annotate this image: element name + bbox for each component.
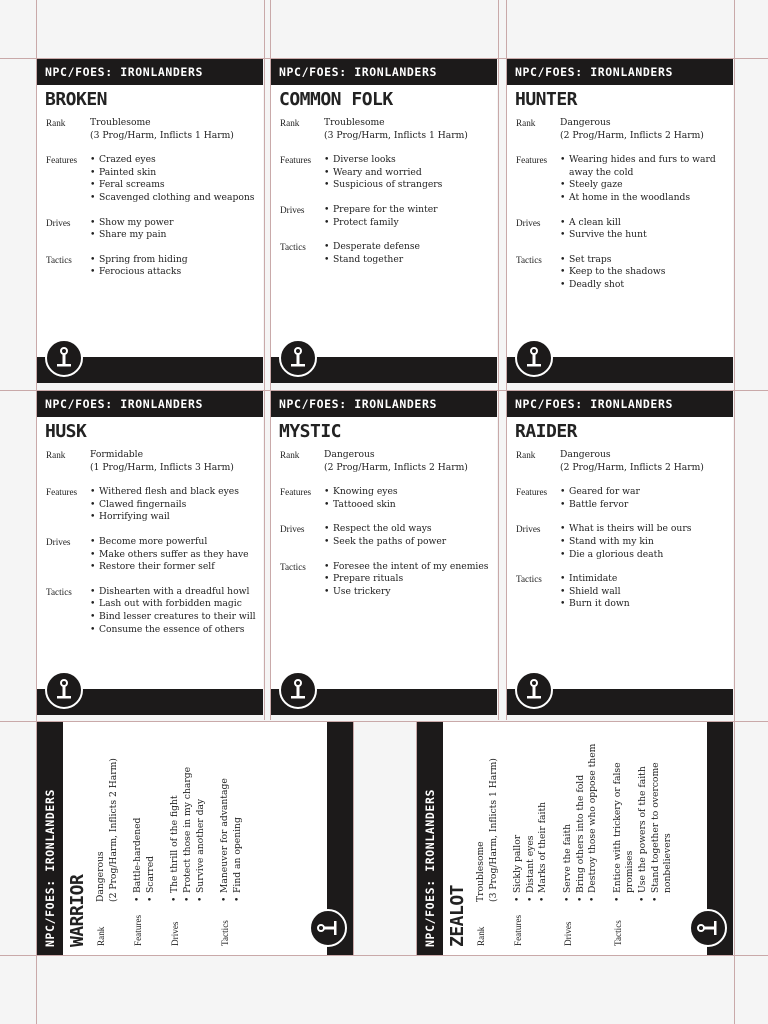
rank-detail: (3 Prog/Harm, Inflicts 1 Harm) [324, 129, 468, 141]
rank-label: Rank [280, 118, 300, 128]
card-body [46, 117, 257, 291]
card-body [95, 728, 256, 946]
npc-card-broken [37, 59, 263, 383]
rank-row [516, 449, 727, 474]
card-category-band: NPC/FOES: IRONLANDERS [37, 391, 263, 417]
drives-row [516, 523, 727, 561]
rank-label: Rank [96, 926, 106, 946]
tactics-label: Tactics [46, 586, 72, 597]
list-item: • Horrifying wail [90, 511, 257, 524]
list-item: • Become more powerful [90, 536, 257, 549]
list-item: • Distant eyes [525, 728, 538, 902]
features-label: Features [516, 155, 548, 166]
tactics-row [516, 573, 727, 611]
card-title: WARRIOR [67, 874, 88, 947]
card-title: MYSTIC [279, 421, 342, 442]
rank-label: Rank [280, 450, 300, 460]
list-item: • Seek the paths of power [324, 536, 491, 549]
list-item: • Weary and worried [324, 167, 491, 180]
list-item: • Steely gaze [560, 179, 727, 192]
list-item: • At home in the woodlands [560, 192, 727, 205]
features-label: Features [280, 155, 312, 166]
features-row [132, 728, 157, 946]
cut-line [734, 0, 735, 1024]
cut-line [353, 722, 354, 955]
npc-card-raider [507, 391, 733, 715]
rank-label: Rank [476, 926, 486, 946]
list-item: • Survive another day [195, 728, 208, 902]
rank-row [280, 449, 491, 474]
tactics-label: Tactics [516, 574, 542, 585]
list-item: • Keep to the shadows [560, 266, 727, 279]
list-item: • Scavenged clothing and weapons [90, 192, 257, 205]
features-label: Features [46, 155, 78, 166]
list-item: • Die a glorious death [560, 549, 727, 562]
tactics-row [280, 561, 491, 599]
list-item: • Painted skin [90, 167, 257, 180]
list-item: • Desperate defense [324, 241, 491, 254]
card-title: RAIDER [515, 421, 578, 442]
list-item: • Deadly shot [560, 279, 727, 292]
drives-row [46, 217, 257, 242]
list-item: • Sickly pallor [512, 728, 525, 902]
sword-emblem-icon [279, 339, 317, 377]
drives-row [562, 728, 600, 946]
card-category-band: NPC/FOES: IRONLANDERS [417, 722, 443, 955]
tactics-label: Tactics [280, 561, 306, 572]
card-title: HUSK [45, 421, 87, 442]
rank-label: Rank [46, 118, 66, 128]
list-item: • Stand with my kin [560, 536, 727, 549]
list-item: • Protect family [324, 217, 491, 230]
npc-card-common-folk [271, 59, 497, 383]
tactics-label: Tactics [46, 254, 72, 265]
list-item: • Entice with trickery or false promises [612, 728, 637, 902]
card-category-band: NPC/FOES: IRONLANDERS [507, 391, 733, 417]
list-item: • Use trickery [324, 586, 491, 599]
tactics-row [280, 241, 491, 266]
list-item: • Feral screams [90, 179, 257, 192]
list-item: • Serve the faith [562, 728, 575, 902]
tactics-row [46, 586, 257, 636]
features-label: Features [133, 914, 144, 946]
list-item: • Destroy those who oppose them [587, 728, 600, 902]
tactics-label: Tactics [612, 920, 623, 946]
drives-label: Drives [280, 524, 305, 535]
features-row [280, 486, 491, 511]
list-item: • Stand together to overcome nonbelievers [650, 728, 675, 902]
drives-label: Drives [516, 524, 541, 535]
list-item: • Protect those in my charge [182, 728, 195, 902]
tactics-row [46, 254, 257, 279]
list-item: • Marks of their faith [537, 728, 550, 902]
list-item: • Battle fervor [560, 499, 727, 512]
rank-value: Dangerous [560, 449, 611, 460]
rank-detail: (3 Prog/Harm, Inflicts 1 Harm) [487, 758, 499, 902]
tactics-label: Tactics [280, 242, 306, 253]
npc-card-zealot [417, 722, 733, 955]
list-item: • Restore their former self [90, 561, 257, 574]
list-item: • Knowing eyes [324, 486, 491, 499]
list-item: • Bring others into the fold [575, 728, 588, 902]
drives-row [46, 536, 257, 574]
card-category-band: NPC/FOES: IRONLANDERS [507, 59, 733, 85]
rank-value: Dangerous [95, 851, 106, 902]
list-item: • Maneuver for advantage [219, 728, 232, 902]
list-item: • The thrill of the fight [169, 728, 182, 902]
features-label: Features [516, 487, 548, 498]
card-category-band: NPC/FOES: IRONLANDERS [37, 722, 63, 955]
list-item: • Geared for war [560, 486, 727, 499]
card-category-band: NPC/FOES: IRONLANDERS [37, 59, 263, 85]
drives-row [516, 217, 727, 242]
drives-label: Drives [562, 921, 573, 946]
rank-value: Formidable [90, 449, 144, 460]
drives-label: Drives [170, 921, 181, 946]
features-row [516, 486, 727, 511]
features-row [516, 154, 727, 204]
card-title: COMMON FOLK [279, 89, 393, 110]
rank-detail: (2 Prog/Harm, Inflicts 2 Harm) [324, 461, 468, 473]
list-item: • Withered flesh and black eyes [90, 486, 257, 499]
cut-line [264, 0, 265, 720]
card-category-band: NPC/FOES: IRONLANDERS [271, 59, 497, 85]
card-body [516, 117, 727, 304]
list-item: • Dishearten with a dreadful howl [90, 586, 257, 599]
card-title: HUNTER [515, 89, 578, 110]
list-item: • Suspicious of strangers [324, 179, 491, 192]
list-item: • Respect the old ways [324, 523, 491, 536]
rank-detail: (2 Prog/Harm, Inflicts 2 Harm) [107, 758, 119, 902]
drives-label: Drives [280, 204, 305, 215]
drives-row [280, 204, 491, 229]
rank-detail: (2 Prog/Harm, Inflicts 2 Harm) [560, 461, 704, 473]
list-item: • Prepare for the winter [324, 204, 491, 217]
sword-emblem-icon [515, 339, 553, 377]
list-item: • Diverse looks [324, 154, 491, 167]
rank-row [475, 728, 500, 946]
list-item: • Consume the essence of others [90, 624, 257, 637]
npc-card-husk [37, 391, 263, 715]
drives-label: Drives [516, 217, 541, 228]
card-body [280, 117, 491, 278]
list-item: • Stand together [324, 254, 491, 267]
list-item: • Intimidate [560, 573, 727, 586]
list-item: • Share my pain [90, 229, 257, 242]
rank-value: Troublesome [324, 117, 385, 128]
list-item: • Set traps [560, 254, 727, 267]
drives-row [169, 728, 207, 946]
list-item: • Shield wall [560, 586, 727, 599]
list-item: • Clawed fingernails [90, 499, 257, 512]
list-item: • Spring from hiding [90, 254, 257, 267]
list-item: • Prepare rituals [324, 573, 491, 586]
rank-row [46, 117, 257, 142]
drives-row [280, 523, 491, 548]
rank-row [46, 449, 257, 474]
cut-line [0, 955, 768, 956]
features-row [512, 728, 550, 946]
npc-card-warrior [37, 722, 353, 955]
sword-emblem-icon [279, 671, 317, 709]
rank-value: Dangerous [560, 117, 611, 128]
tactics-label: Tactics [516, 254, 542, 265]
list-item: • Lash out with forbidden magic [90, 598, 257, 611]
list-item: • Make others suffer as they have [90, 549, 257, 562]
list-item: • Bind lesser creatures to their will [90, 611, 257, 624]
sword-emblem-icon [45, 671, 83, 709]
sword-emblem-icon [309, 909, 347, 947]
rank-label: Rank [516, 450, 536, 460]
list-item: • Wearing hides and furs to ward away the cold [560, 154, 727, 179]
list-item: • Crazed eyes [90, 154, 257, 167]
card-body [280, 449, 491, 610]
sword-emblem-icon [45, 339, 83, 377]
drives-label: Drives [46, 217, 71, 228]
list-item: • Use the powers of the faith [637, 728, 650, 902]
rank-value: Troublesome [475, 841, 486, 902]
rank-label: Rank [516, 118, 536, 128]
list-item: • Scarred [145, 728, 158, 902]
features-row [46, 154, 257, 204]
rank-detail: (3 Prog/Harm, Inflicts 1 Harm) [90, 129, 234, 141]
tactics-row [516, 254, 727, 292]
tactics-row [219, 728, 244, 946]
rank-row [95, 728, 120, 946]
card-body [46, 449, 257, 648]
rank-label: Rank [46, 450, 66, 460]
rank-row [516, 117, 727, 142]
features-label: Features [280, 487, 312, 498]
features-label: Features [46, 487, 78, 498]
list-item: • A clean kill [560, 217, 727, 230]
features-label: Features [513, 914, 524, 946]
features-row [280, 154, 491, 192]
card-body [516, 449, 727, 623]
list-item: • Survive the hunt [560, 229, 727, 242]
sword-emblem-icon [515, 671, 553, 709]
drives-label: Drives [46, 536, 71, 547]
list-item: • Show my power [90, 217, 257, 230]
list-item: • Tattooed skin [324, 499, 491, 512]
card-body [475, 728, 687, 946]
npc-card-mystic [271, 391, 497, 715]
rank-value: Troublesome [90, 117, 151, 128]
tactics-row [612, 728, 675, 946]
rank-detail: (2 Prog/Harm, Inflicts 2 Harm) [560, 129, 704, 141]
card-title: BROKEN [45, 89, 108, 110]
rank-row [280, 117, 491, 142]
list-item: • What is theirs will be ours [560, 523, 727, 536]
rank-value: Dangerous [324, 449, 375, 460]
sword-emblem-icon [689, 909, 727, 947]
rank-detail: (1 Prog/Harm, Inflicts 3 Harm) [90, 461, 234, 473]
list-item: • Foresee the intent of my enemies [324, 561, 491, 574]
tactics-label: Tactics [220, 920, 231, 946]
features-row [46, 486, 257, 524]
list-item: • Find an opening [232, 728, 245, 902]
list-item: • Battle-hardened [132, 728, 145, 902]
list-item: • Ferocious attacks [90, 266, 257, 279]
card-title: ZEALOT [447, 884, 468, 947]
card-category-band: NPC/FOES: IRONLANDERS [271, 391, 497, 417]
list-item: • Burn it down [560, 598, 727, 611]
cut-line [498, 0, 499, 720]
npc-card-hunter [507, 59, 733, 383]
